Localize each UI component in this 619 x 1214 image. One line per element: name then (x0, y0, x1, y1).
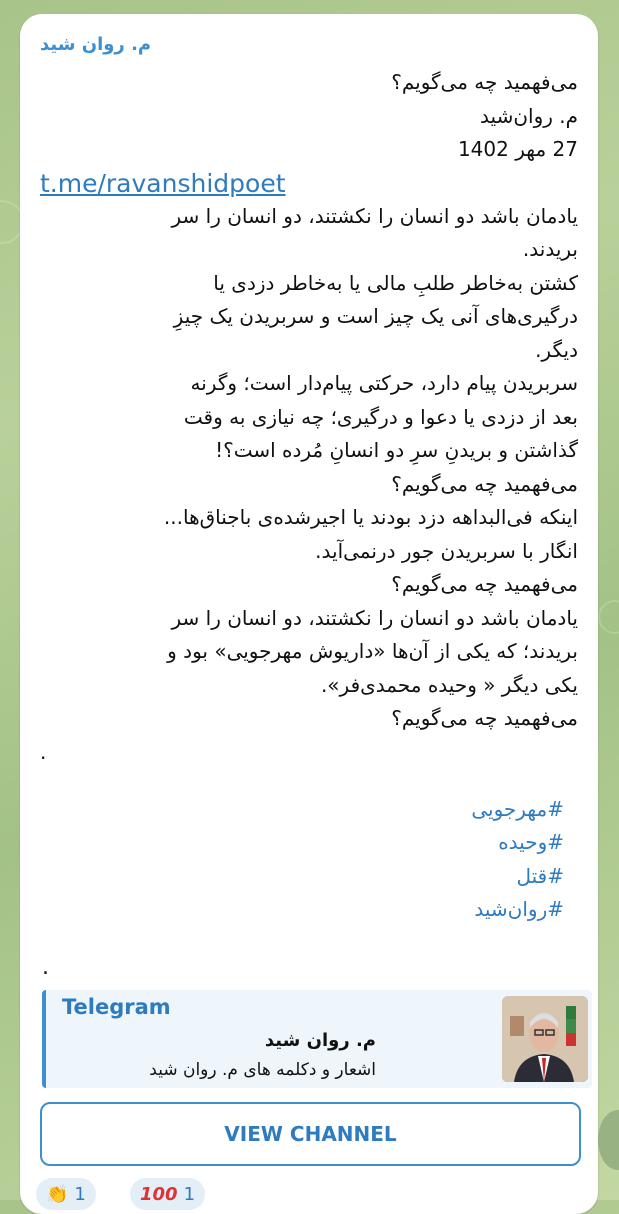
text-line: گذاشتن و بریدنِ سرِ دو انسانِ مُرده است؟! (215, 438, 578, 462)
spacer (40, 769, 578, 793)
reaction-count: 1 (183, 1183, 196, 1205)
text-line: 27 مهر 1402 (457, 137, 578, 161)
text-line: سربریدن پیام دارد، حرکتی پیام‌دار است؛ وگرنه (190, 371, 578, 395)
hashtag-link[interactable]: #مهرجویی (471, 796, 564, 821)
hundred-icon: 100 (140, 1183, 178, 1205)
text-line: بریدند؛ که یکی از آن‌ها «داریوش مهرجویی» بود و (167, 639, 578, 663)
text-line: می‌فهمید چه می‌گویم؟ (391, 706, 578, 730)
text-line: بریدند. (522, 237, 578, 261)
avatar-portrait-icon (502, 996, 588, 1082)
preview-description: اشعار و دکلمه های م. روان شید (149, 1060, 376, 1080)
text-line: یادمان باشد دو انسان را نکشتند، دو انسان را سر (171, 203, 578, 228)
hashtag-link[interactable]: #وحیده (498, 830, 564, 854)
separator-dot: . (40, 739, 47, 764)
text-line: یکی دیگر « وحیده محمدی‌فر». (320, 672, 578, 697)
text-line: دیگر. (535, 337, 578, 362)
message-text (40, 66, 578, 927)
clap-icon: 👏 (46, 1183, 69, 1205)
text-line: درگیری‌های آنی یک چیز است و سربریدن یک چیزِ (173, 304, 578, 328)
separator-dot: . (42, 955, 49, 980)
preview-channel-name: م. روان شید (264, 1030, 376, 1051)
text-line: کشتن به‌خاطر طلبِ مالی یا به‌خاطر دزدی یا (213, 270, 578, 295)
text-line: م. روان‌شید (480, 103, 578, 128)
hashtag-link[interactable]: #قتل (516, 863, 564, 888)
wallpaper-doodle (598, 600, 619, 634)
view-channel-button[interactable]: VIEW CHANNEL (40, 1102, 581, 1166)
text-line: بعد از دزدی یا دعوا و درگیری؛ چه نیازی به وقت (183, 404, 578, 429)
reaction-clap[interactable] (36, 1178, 96, 1210)
hashtag-link[interactable]: #روان‌شید (474, 897, 564, 921)
text-line: می‌فهمید چه می‌گویم؟ (391, 70, 578, 94)
reaction-hundred[interactable] (130, 1178, 205, 1210)
text-line: می‌فهمید چه می‌گویم؟ (391, 471, 578, 496)
channel-link[interactable]: t.me/ravanshidpoet (40, 168, 286, 198)
channel-avatar (502, 996, 588, 1082)
preview-site-name: Telegram (62, 995, 171, 1019)
share-button[interactable] (598, 1110, 619, 1170)
text-line: انگار با سربریدن جور درنمی‌آید. (315, 538, 578, 563)
link-preview[interactable] (42, 990, 592, 1088)
reaction-count: 1 (74, 1183, 86, 1205)
text-line: یادمان باشد دو انسان را نکشتند، دو انسان را سر (171, 605, 578, 630)
sender-name[interactable]: م. روان شید (40, 34, 152, 55)
text-line: می‌فهمید چه می‌گویم؟ (391, 572, 578, 596)
text-line: اینکه فی‌البداهه دزد بودند یا اجیرشده‌ی باجناق‌ها... (163, 505, 578, 529)
